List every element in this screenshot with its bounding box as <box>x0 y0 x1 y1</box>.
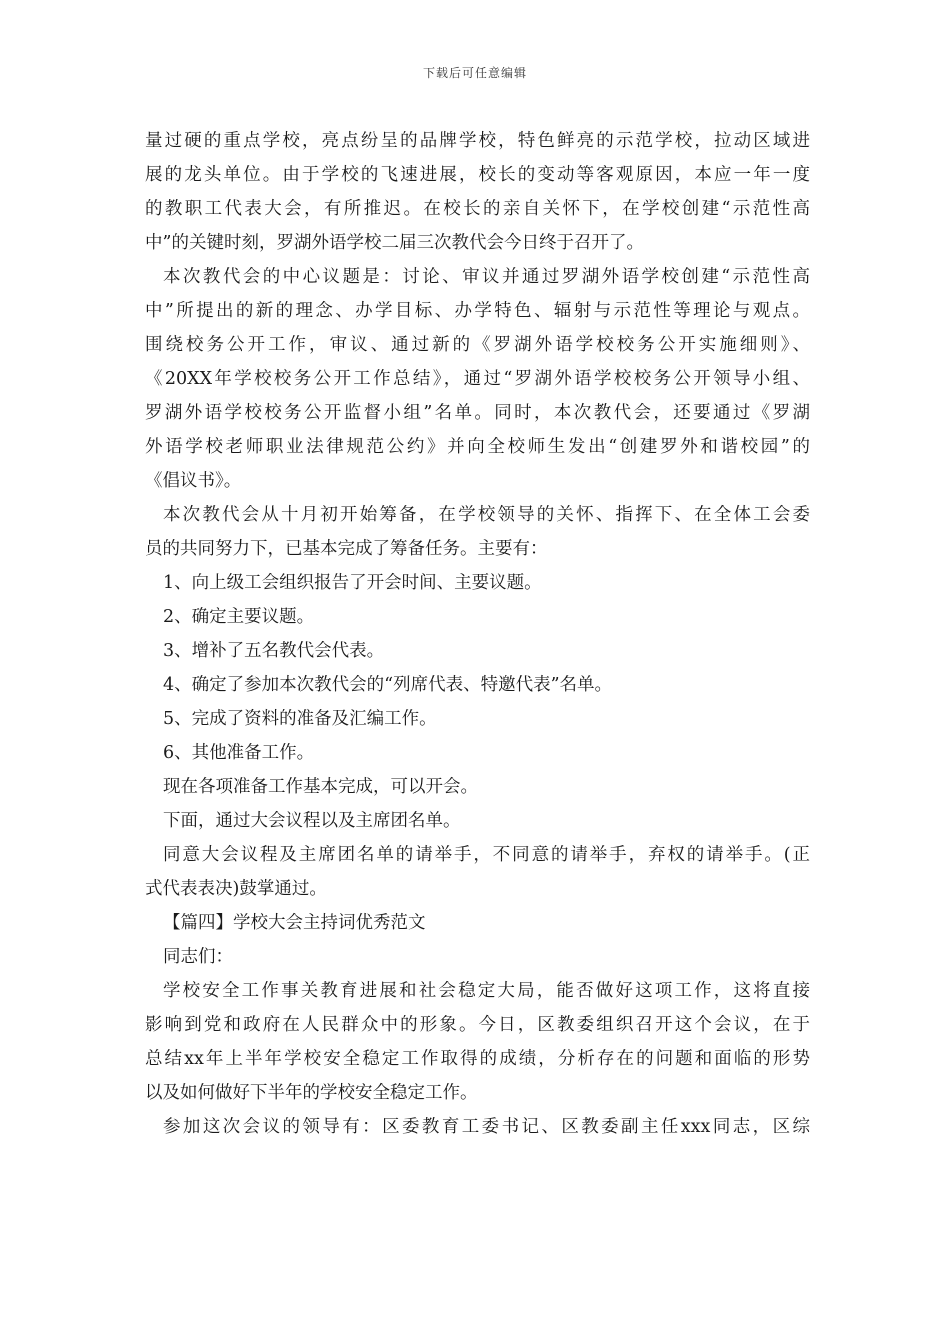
list-item: 3、增补了五名教代会代表。 <box>163 641 385 661</box>
text-line: 中”的关键时刻，罗湖外语学校二届三次教代会今日终于召开了。 <box>145 233 644 253</box>
text-line: 的教职工代表大会，有所推迟。在校长的亲自关怀下，在学校创建“示范性高 <box>145 199 810 219</box>
text-line: 《倡议书》。 <box>145 471 242 491</box>
page-header: 下载后可任意编辑 <box>422 66 527 80</box>
list-item: 2、确定主要议题。 <box>163 607 315 627</box>
list-item: 4、确定了参加本次教代会的“列席代表、特邀代表”名单。 <box>163 675 613 695</box>
list-item: 5、完成了资料的准备及汇编工作。 <box>163 709 437 729</box>
text-line: 中”所提出的新的理念、办学目标、办学特色、辐射与示范性等理论与观点。 <box>145 301 810 321</box>
text-line: 学校安全工作事关教育进展和社会稳定大局，能否做好这项工作，这将直接 <box>163 981 810 1001</box>
text-line: 本次教代会的中心议题是：讨论、审议并通过罗湖外语学校创建“示范性高 <box>163 267 810 287</box>
text-line: 总结xx年上半年学校安全稳定工作取得的成绩，分析存在的问题和面临的形势 <box>145 1049 810 1069</box>
text-line: 《20XX年学校校务公开工作总结》，通过“罗湖外语学校校务公开领导小组、 <box>145 369 810 389</box>
text-line: 围绕校务公开工作，审议、通过新的《罗湖外语学校校务公开实施细则》、 <box>145 335 810 355</box>
salutation: 同志们： <box>163 947 233 967</box>
text-line: 影响到党和政府在人民群众中的形象。今日，区教委组织召开这个会议，在于 <box>145 1015 810 1035</box>
text-line: 同意大会议程及主席团名单的请举手，不同意的请举手，弃权的请举手。(正 <box>163 845 810 865</box>
list-item: 1、向上级工会组织报告了开会时间、主要议题。 <box>163 573 542 593</box>
text-line: 罗湖外语学校校务公开监督小组”名单。同时，本次教代会，还要通过《罗湖 <box>145 403 810 423</box>
section-heading: 【篇四】学校大会主持词优秀范文 <box>163 913 426 933</box>
text-line: 式代表表决)鼓掌通过。 <box>145 879 327 899</box>
text-line: 员的共同努力下，已基本完成了筹备任务。主要有： <box>145 539 548 559</box>
list-item: 6、其他准备工作。 <box>163 743 315 763</box>
text-line: 以及如何做好下半年的学校安全稳定工作。 <box>145 1083 478 1103</box>
document-body <box>145 124 810 1144</box>
text-line: 外语学校老师职业法律规范公约》并向全校师生发出“创建罗外和谐校园”的 <box>145 437 810 457</box>
text-line: 展的龙头单位。由于学校的飞速进展，校长的变动等客观原因，本应一年一度 <box>145 165 810 185</box>
text-line: 本次教代会从十月初开始筹备，在学校领导的关怀、指挥下、在全体工会委 <box>163 505 810 525</box>
text-line: 现在各项准备工作基本完成，可以开会。 <box>163 777 478 797</box>
text-line: 量过硬的重点学校，亮点纷呈的品牌学校，特色鲜亮的示范学校，拉动区域进 <box>145 131 810 151</box>
text-line: 下面，通过大会议程以及主席团名单。 <box>163 811 461 831</box>
text-line: 参加这次会议的领导有：区委教育工委书记、区教委副主任xxx同志，区综 <box>163 1117 810 1137</box>
